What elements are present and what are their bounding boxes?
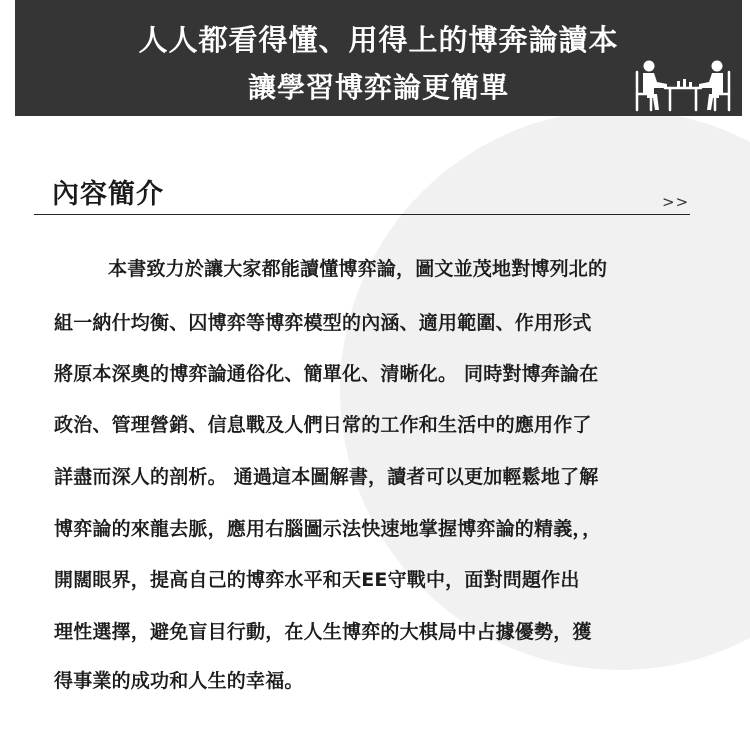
synopsis-line: 博弈論的來龍去脈，應用右腦圖示法快速地掌握博弈論的精義，， bbox=[54, 518, 602, 540]
chess-players-icon bbox=[633, 58, 733, 113]
synopsis-line: 政治、管理營銷、信息戰及人們日常的工作和生活中的應用作了 bbox=[54, 414, 592, 436]
synopsis-line: 詳盡而深人的剖析。 通過這本圖解書，讀者可以更加輕鬆地了解 bbox=[54, 466, 599, 488]
header-title-line2: 讓學習博弈論更簡單 bbox=[247, 71, 509, 104]
synopsis-line: 理性選擇，避免盲目行動，在人生博弈的大棋局中占據優勢，獲 bbox=[54, 621, 592, 643]
section-title: 內容簡介 bbox=[52, 179, 164, 210]
synopsis-line: 組一納什均衡、囚博弈等博弈模型的內涵、適用範圍、作用形式 bbox=[54, 312, 592, 334]
header-banner bbox=[15, 0, 742, 116]
synopsis-line: 將原本深奧的博弈論通俗化、簡單化、清晰化。 同時對博奔論在 bbox=[54, 363, 599, 385]
synopsis-line: 開闊眼界，提高自己的博弈水平和天EE守戰中，面對問題作出 bbox=[54, 569, 580, 591]
synopsis-line: 本書致力於讓大家都能讀懂博弈論，圖文並茂地對博列北的 bbox=[108, 258, 608, 280]
more-link[interactable]: >> bbox=[662, 193, 690, 211]
synopsis-line: 得事業的成功和人生的幸福。 bbox=[54, 670, 304, 692]
section-divider bbox=[34, 214, 690, 215]
header-title-line1: 人人都看得懂、用得上的博奔論讀本 bbox=[138, 23, 619, 57]
